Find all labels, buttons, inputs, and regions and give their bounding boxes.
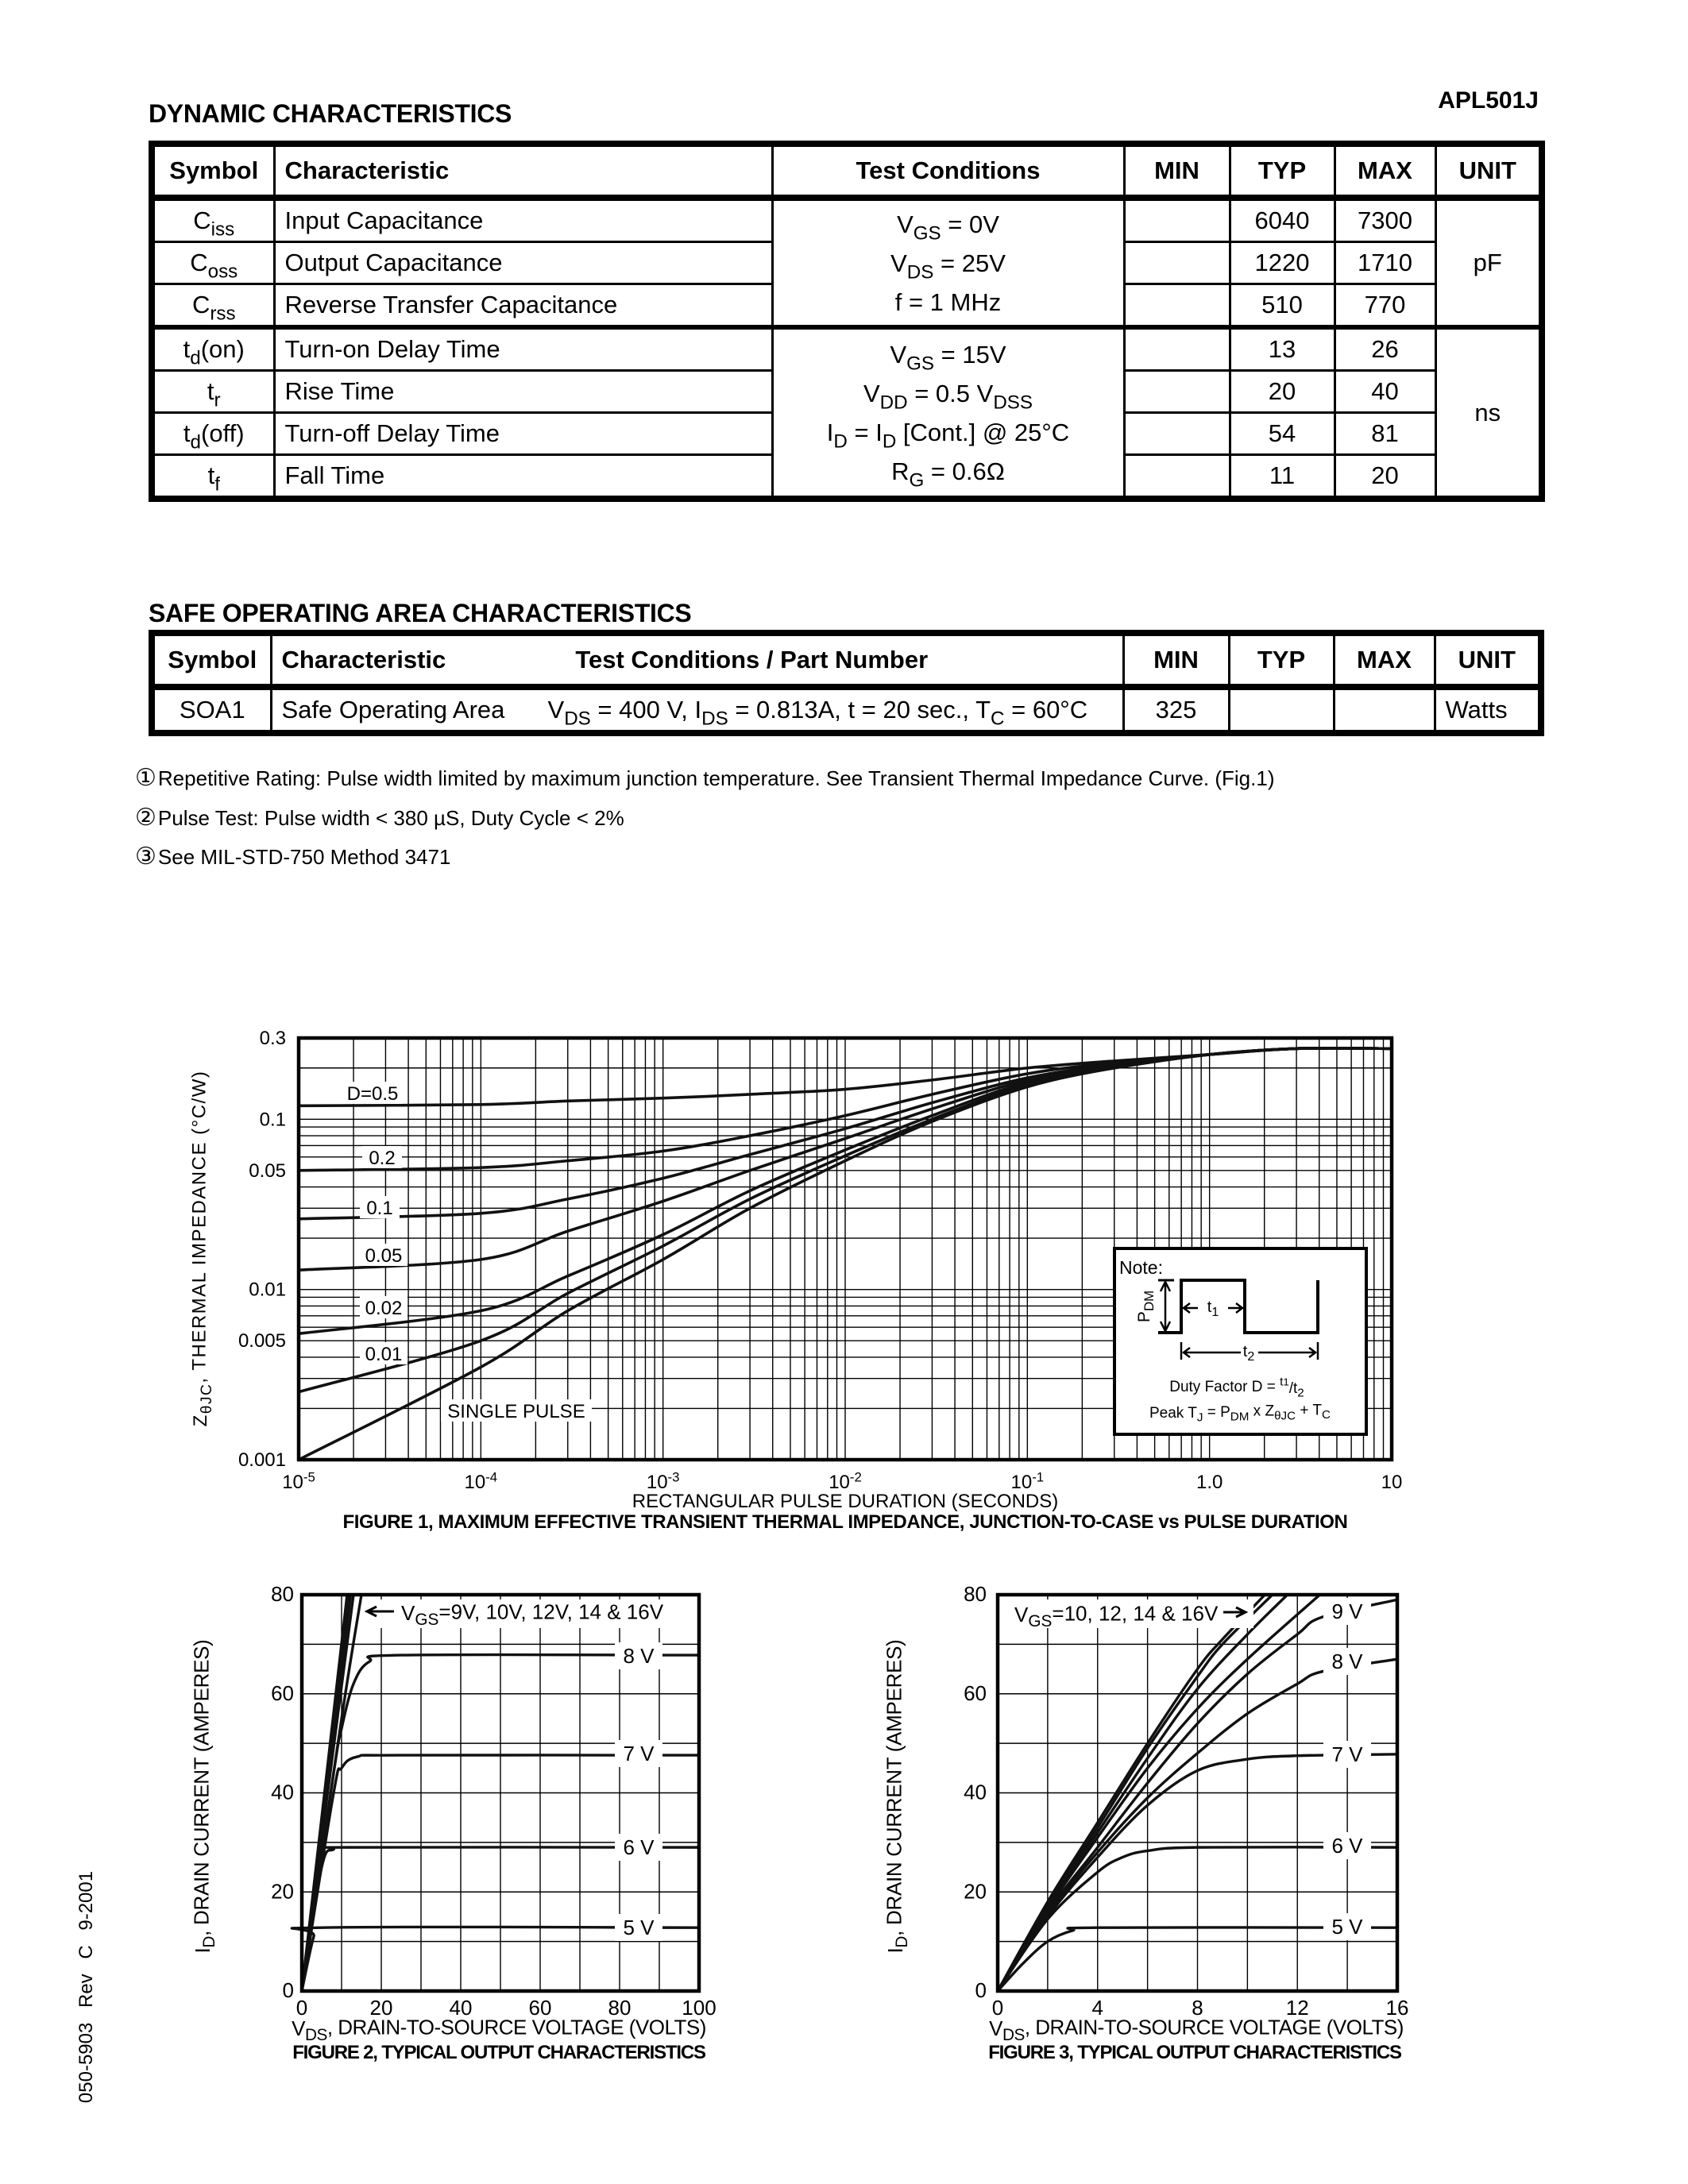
typ-cell: 1220 <box>1230 242 1335 284</box>
curve-label: 9 V <box>1331 1599 1363 1623</box>
condition-text: = 60°C <box>1004 696 1088 723</box>
text-part: =9V, 10V, 12V, 14 & 16V <box>438 1599 664 1624</box>
text-part: Duty Factor D = <box>1169 1379 1280 1395</box>
x-tick-label: 0 <box>295 1996 308 2020</box>
subscript: 1 <box>1283 1376 1289 1388</box>
curve-label: 8 V <box>1331 1650 1363 1673</box>
condition-text: V <box>897 210 914 238</box>
symbol-subscript: r <box>214 389 221 411</box>
text-part: t <box>1280 1375 1284 1389</box>
condition-text: = 25V <box>933 249 1006 277</box>
condition-subscript: DD <box>879 391 908 413</box>
figure-caption: FIGURE 2, TYPICAL OUTPUT CHARACTERISTICS <box>292 2042 705 2063</box>
text-part: = P <box>1203 1403 1230 1421</box>
y-tick-label: 80 <box>271 1582 294 1606</box>
y-axis-title <box>882 1639 911 1953</box>
characteristic-cell: Input Capacitance <box>274 198 772 242</box>
y-tick-label: 0 <box>975 1978 987 2002</box>
x-tick-label <box>1011 1470 1045 1493</box>
symbol-text: t <box>183 335 191 363</box>
max-cell: 26 <box>1335 327 1435 371</box>
symbol-text: t <box>207 377 214 405</box>
subscript: J <box>1196 1410 1203 1425</box>
footnote-number-icon: ③ <box>135 843 156 870</box>
column-header: MAX <box>1334 633 1435 687</box>
condition-text: = 0.6Ω <box>924 457 1005 485</box>
subscript: 1 <box>1211 1305 1219 1319</box>
subscript: D <box>893 1935 912 1948</box>
text-part: Z <box>190 1414 211 1427</box>
x-tick-label <box>829 1470 862 1493</box>
x-tick-label: 16 <box>1385 1996 1409 2020</box>
subscript: C <box>1322 1408 1331 1422</box>
y-tick-label: 0.01 <box>249 1279 286 1301</box>
unit-cell: Watts <box>1435 687 1541 733</box>
text-part: , DRAIN-TO-SOURCE VOLTAGE (VOLTS) <box>326 2015 706 2039</box>
curve-label: 6 V <box>623 1835 655 1859</box>
curve-label: 0.1 <box>366 1198 393 1219</box>
text-part: Peak T <box>1149 1405 1197 1422</box>
symbol-text: (on) <box>200 335 245 363</box>
tick-base: 10 <box>646 1472 668 1493</box>
subscript: θJC <box>198 1383 215 1414</box>
note-inset <box>1114 1248 1366 1434</box>
condition-subscript: DS <box>564 708 591 730</box>
curve-label: 0.2 <box>369 1148 396 1169</box>
curve-label: 8 V <box>623 1644 655 1668</box>
subscript: θJC <box>1274 1409 1296 1423</box>
condition-text: V <box>890 340 907 369</box>
condition-subscript: DS <box>701 708 728 730</box>
curve-label: 0.01 <box>365 1344 403 1365</box>
tick-exponent: -4 <box>485 1469 498 1485</box>
y-tick-label: 0.1 <box>259 1109 286 1131</box>
text-part: , THERMAL IMPEDANCE (°C/W) <box>188 1070 211 1383</box>
y-tick-label: 0.001 <box>238 1449 286 1471</box>
condition-text: V <box>890 249 907 277</box>
condition-subscript: C <box>991 708 1005 730</box>
curve-label: 5 V <box>623 1916 655 1939</box>
x-tick-label: 20 <box>369 1996 393 2020</box>
curve-label: SINGLE PULSE <box>447 1401 585 1422</box>
symbol-text: C <box>193 206 211 234</box>
subscript: 2 <box>1247 1349 1255 1364</box>
footnote-number-icon: ② <box>135 804 156 832</box>
x-tick-label: 40 <box>449 1996 473 2020</box>
text-part: , DRAIN CURRENT (AMPERES) <box>882 1639 906 1936</box>
condition-text: V <box>547 696 565 723</box>
x-tick-label <box>1196 1472 1223 1493</box>
curve-label: 7 V <box>1331 1742 1363 1766</box>
symbol-subscript: iss <box>211 218 235 241</box>
typ-cell: 20 <box>1230 371 1335 413</box>
text-part: t <box>1207 1298 1212 1316</box>
curve-label: 7 V <box>623 1742 655 1765</box>
condition-text: = I <box>847 418 883 446</box>
text-part: =10, 12, 14 & 16V <box>1052 1601 1219 1626</box>
unit-cell: ns <box>1435 327 1542 499</box>
typ-cell: 11 <box>1230 455 1335 500</box>
x-tick-label: 4 <box>1091 1996 1103 2020</box>
typ-cell: 54 <box>1230 413 1335 455</box>
note-title: Note: <box>1119 1257 1163 1278</box>
x-tick-label: 12 <box>1285 1996 1309 2020</box>
tick-base: 10 <box>829 1472 850 1493</box>
characteristic-header: Characteristic <box>281 646 446 673</box>
text-part: , DRAIN-TO-SOURCE VOLTAGE (VOLTS) <box>1024 2015 1404 2039</box>
x-tick-label: 0 <box>991 1996 1004 2020</box>
x-tick-label <box>282 1470 315 1493</box>
column-header: MIN <box>1123 633 1229 687</box>
tick-base: 10 <box>1381 1472 1403 1493</box>
text-part: V <box>401 1601 415 1625</box>
column-header: Test Conditions <box>772 144 1124 198</box>
text-part: x Z <box>1249 1403 1275 1420</box>
characteristic-cell: Reverse Transfer Capacitance <box>274 284 772 328</box>
dynamic-section-title: DYNAMIC CHARACTERISTICS <box>149 99 512 128</box>
tick-base: 10 <box>1010 1472 1033 1493</box>
figure-caption: FIGURE 3, TYPICAL OUTPUT CHARACTERISTICS <box>988 2042 1401 2063</box>
soa-section-title: SAFE OPERATING AREA CHARACTERISTICS <box>149 599 692 627</box>
test-conditions-header: Test Conditions / Part Number <box>575 646 929 673</box>
condition-text: [Cont.] @ 25°C <box>896 418 1070 446</box>
figure-2 <box>189 1582 716 2063</box>
typ-cell: 6040 <box>1230 198 1335 242</box>
x-tick-label <box>647 1470 680 1493</box>
max-cell: 81 <box>1335 413 1435 455</box>
text-part: I <box>883 1947 907 1954</box>
tick-exponent: -3 <box>667 1469 680 1485</box>
y-tick-label: 20 <box>271 1879 294 1904</box>
column-header: MAX <box>1335 144 1435 198</box>
subscript: GS <box>415 1611 439 1630</box>
tick-exponent: -5 <box>303 1469 315 1485</box>
condition-text: = 400 V, I <box>590 696 702 723</box>
column-header: Symbol <box>152 144 274 198</box>
footnote-number-icon: ① <box>135 764 156 792</box>
max-cell: 1710 <box>1335 242 1435 284</box>
max-cell: 20 <box>1335 455 1435 500</box>
tick-base: 10 <box>282 1472 303 1493</box>
figure-caption: FIGURE 1, MAXIMUM EFFECTIVE TRANSIENT THERMAL IMPEDANCE, JUNCTION-TO-CASE vs PULSE DURATION <box>342 1511 1348 1533</box>
x-axis-title <box>292 2015 706 2044</box>
typ-cell: 13 <box>1230 327 1335 371</box>
condition-text: = 0V <box>941 210 999 238</box>
subscript: DS <box>1002 2026 1025 2045</box>
text-part: t <box>1242 1343 1248 1360</box>
curve-label: 0.05 <box>365 1245 403 1267</box>
text-part: P <box>1135 1311 1153 1323</box>
curve-label: 5 V <box>1331 1915 1363 1939</box>
condition-subscript: GS <box>906 352 935 374</box>
document-revision-note: 050-5903 Rev C 9-2001 <box>75 1870 97 2104</box>
column-header: UNIT <box>1435 633 1541 687</box>
curve-label: 6 V <box>1331 1834 1363 1858</box>
text-part: V <box>989 2016 1002 2040</box>
x-tick-label: 80 <box>608 1996 632 2020</box>
x-axis-title <box>989 2015 1404 2044</box>
column-header: TYP <box>1229 633 1334 687</box>
subscript: DM <box>1230 1410 1250 1424</box>
unit-cell: pF <box>1435 198 1542 327</box>
condition-subscript: DSS <box>993 391 1033 413</box>
column-header: Characteristic <box>274 144 772 198</box>
condition-text: = 0.5 V <box>907 379 994 407</box>
y-tick-label: 40 <box>964 1780 987 1804</box>
y-axis-title <box>189 1071 215 1427</box>
y-axis-title <box>189 1639 218 1953</box>
symbol-text: (off) <box>201 419 245 447</box>
subscript: D <box>200 1935 219 1948</box>
condition-text: f = 1 MHz <box>894 287 1002 316</box>
condition-subscript: G <box>909 469 925 491</box>
part-number: APL501J <box>1438 87 1539 114</box>
characteristic-cell: Rise Time <box>274 371 772 413</box>
y-tick-label: 0.005 <box>238 1330 286 1352</box>
column-header: MIN <box>1124 144 1230 198</box>
tick-base: 10 <box>464 1472 486 1493</box>
min-cell: 325 <box>1123 687 1229 733</box>
text-part: /t <box>1288 1379 1298 1397</box>
symbol-subscript: oss <box>207 260 238 283</box>
symbol-subscript: f <box>214 473 220 496</box>
text-part: I <box>191 1947 214 1954</box>
subscript: GS <box>1028 1612 1053 1631</box>
text-part: + T <box>1296 1402 1323 1419</box>
symbol-cell: SOA1 <box>152 687 271 733</box>
condition-subscript: GS <box>913 222 941 244</box>
characteristic-cell: Turn-off Delay Time <box>274 413 772 455</box>
characteristic-cell: Output Capacitance <box>274 242 772 284</box>
text-part: V <box>292 2016 305 2040</box>
subscript: 2 <box>1297 1386 1304 1400</box>
footnote-text: Repetitive Rating: Pulse width limited by maximum junction temperature. See Transient Thermal Impedance Curve. (Fig.1) <box>157 766 1275 790</box>
curve-label: 0.02 <box>365 1298 403 1319</box>
tick-base: 1.0 <box>1196 1472 1223 1493</box>
column-header: TYP <box>1230 144 1335 198</box>
symbol-text: t <box>207 461 215 489</box>
characteristic-text: Safe Operating Area <box>281 696 505 723</box>
condition-subscript: DS <box>906 260 934 283</box>
x-tick-label: 100 <box>682 1996 717 2020</box>
text-part: V <box>1014 1603 1029 1626</box>
y-tick-label: 60 <box>271 1680 294 1705</box>
symbol-subscript: d <box>190 347 201 369</box>
y-tick-label: 40 <box>271 1780 294 1804</box>
condition-subscript: D <box>882 430 897 452</box>
curve-label: D=0.5 <box>346 1083 399 1105</box>
column-header: UNIT <box>1435 144 1542 198</box>
characteristic-cell: Fall Time <box>274 455 772 500</box>
y-tick-label: 60 <box>964 1680 987 1705</box>
tick-exponent: -1 <box>1032 1469 1045 1485</box>
subscript: DM <box>1141 1290 1157 1312</box>
symbol-subscript: rss <box>210 303 236 325</box>
condition-text: R <box>891 457 910 485</box>
x-tick-label: 8 <box>1192 1996 1203 2020</box>
text-part: , DRAIN CURRENT (AMPERES) <box>189 1639 214 1936</box>
condition-text: = 0.813A, t = 20 sec., T <box>728 696 991 723</box>
x-tick-label: 60 <box>528 1996 552 2020</box>
symbol-text: t <box>183 419 191 447</box>
symbol-text: C <box>191 291 211 318</box>
subscript: DS <box>304 2026 327 2045</box>
y-tick-label: 80 <box>964 1582 987 1606</box>
footnote-text: Pulse Test: Pulse width < 380 µS, Duty Cycle < 2% <box>157 806 624 830</box>
x-axis-title: RECTANGULAR PULSE DURATION (SECONDS) <box>632 1491 1059 1512</box>
tick-exponent: -2 <box>849 1469 862 1485</box>
figure-1 <box>189 1028 1403 1533</box>
condition-subscript: D <box>833 430 848 452</box>
y-tick-label: 0.3 <box>259 1028 286 1049</box>
max-cell: 7300 <box>1335 198 1435 242</box>
condition-text: I <box>826 418 834 446</box>
condition-text: V <box>863 379 880 407</box>
symbol-text: C <box>190 249 208 276</box>
column-header: Symbol <box>152 633 271 687</box>
y-tick-label: 0 <box>282 1978 294 2002</box>
y-tick-label: 0.05 <box>249 1160 286 1182</box>
x-tick-label <box>465 1470 498 1493</box>
symbol-subscript: d <box>190 431 201 453</box>
figure-3 <box>882 1582 1408 2063</box>
max-cell: 770 <box>1335 284 1435 328</box>
condition-text: = 15V <box>934 340 1006 369</box>
x-tick-label <box>1381 1472 1403 1493</box>
y-tick-label: 20 <box>964 1879 987 1904</box>
typ-cell: 510 <box>1230 284 1335 328</box>
footnote-text: See MIL-STD-750 Method 3471 <box>157 845 451 869</box>
characteristic-cell: Turn-on Delay Time <box>274 327 772 371</box>
max-cell: 40 <box>1335 371 1435 413</box>
